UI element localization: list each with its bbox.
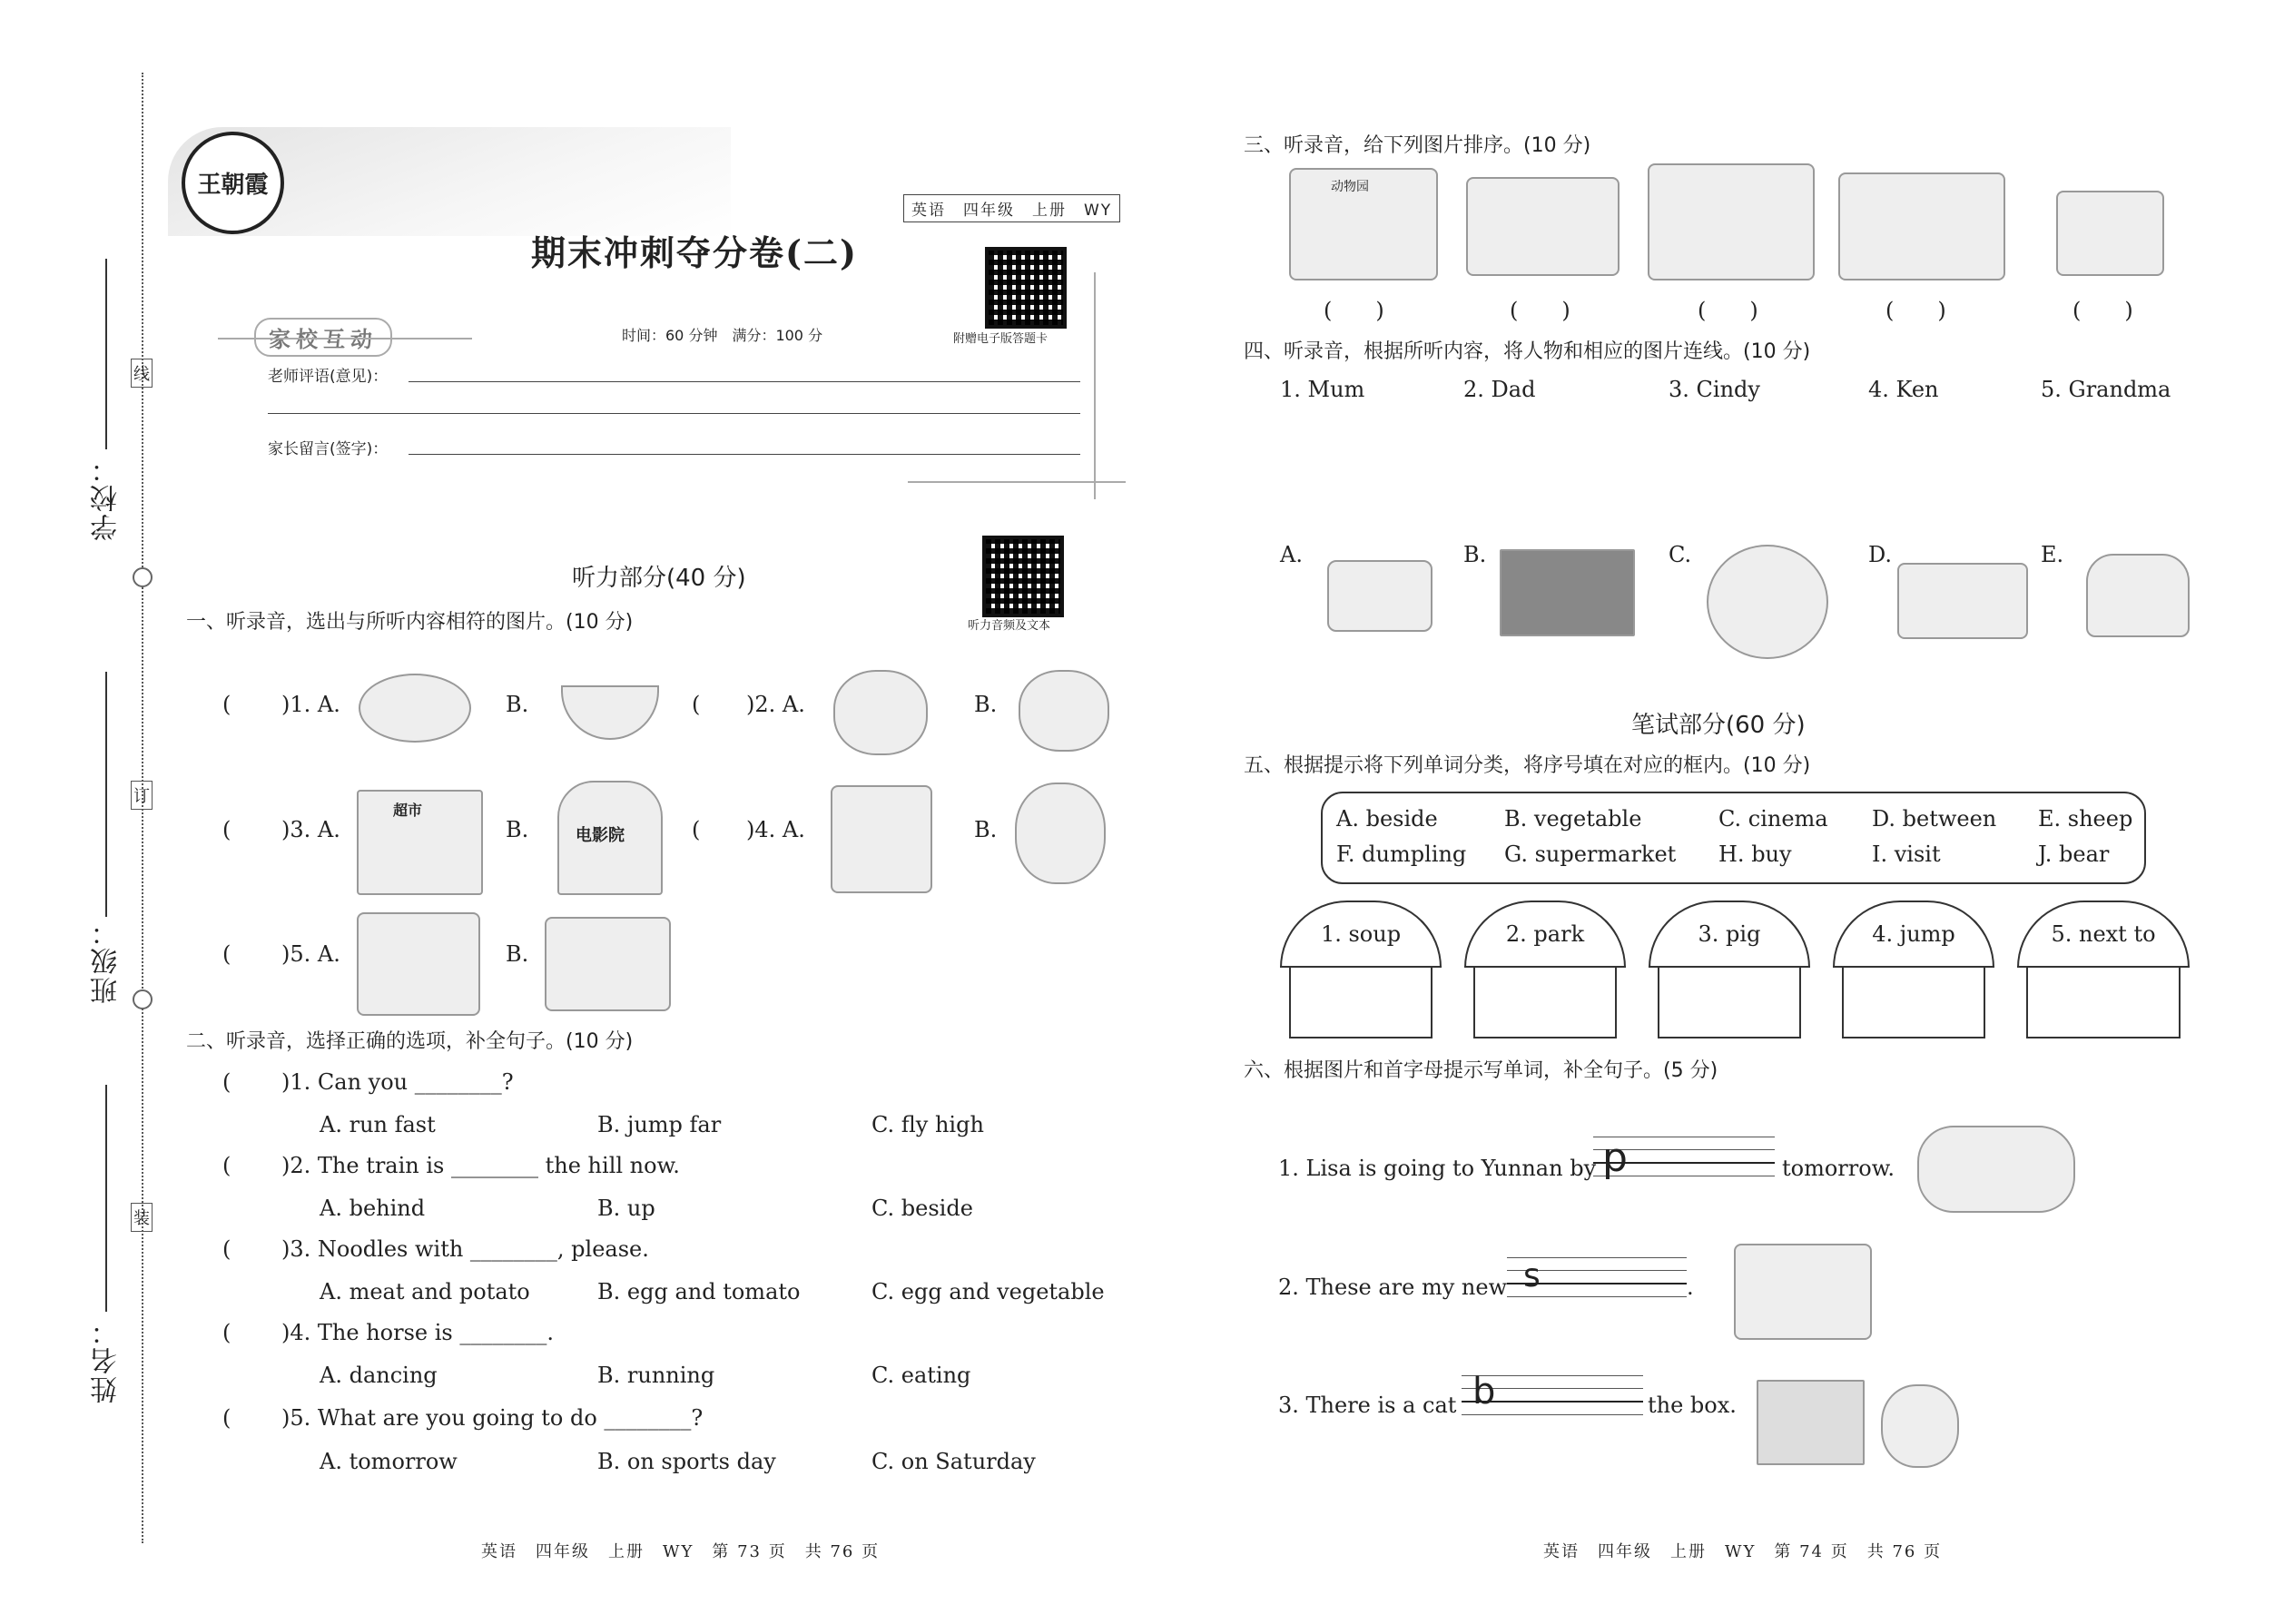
divider <box>908 481 1126 483</box>
order-blank-5[interactable]: ( ) <box>2072 298 2133 323</box>
s2-q4-c[interactable]: C. eating <box>871 1363 971 1388</box>
tv-icon[interactable] <box>1500 549 1635 636</box>
s2-q3-c[interactable]: C. egg and vegetable <box>871 1279 1105 1304</box>
teacher-comment-label: 老师评语(意见)： <box>268 368 389 386</box>
dumplings-icon[interactable] <box>359 674 471 743</box>
s2-q1-c[interactable]: C. fly high <box>871 1112 984 1137</box>
pic-letter-b: B. <box>1463 542 1487 567</box>
section2-heading: 二、听录音，选择正确的选项，补全句子。(10 分) <box>186 1030 634 1053</box>
s2-q4-b[interactable]: B. running <box>597 1363 715 1388</box>
binding-mark-ding: 订 <box>131 781 153 810</box>
word-i: I. visit <box>1872 842 1941 867</box>
qr-code-listening-audio[interactable] <box>982 536 1064 617</box>
supermarket-sign: 超市 <box>393 802 423 819</box>
s1-q3-number: )3. A. <box>281 817 340 842</box>
order-blank-1[interactable]: ( ) <box>1324 298 1384 323</box>
qr1-caption: 附赠电子版答题卡 <box>953 332 1049 346</box>
word-j: J. bear <box>2038 842 2110 867</box>
s2-q2-b[interactable]: B. up <box>597 1196 655 1221</box>
page-title: 期末冲刺夺分卷(二) <box>531 232 858 273</box>
s1-q3-b: B. <box>506 817 529 842</box>
logo-text: 王朝霞 <box>197 172 269 199</box>
section3-heading: 三、听录音，给下列图片排序。(10 分) <box>1244 134 1591 157</box>
qr-code-answer-sheet[interactable] <box>985 247 1067 329</box>
s1-q2-number: )2. A. <box>746 692 805 717</box>
s2-q1-b[interactable]: B. jump far <box>597 1112 722 1137</box>
category-box-next-to[interactable] <box>2017 901 2190 1041</box>
family-dinner-icon[interactable] <box>1648 163 1815 281</box>
order-blank-2[interactable]: ( ) <box>1510 298 1570 323</box>
subject-tag: 英语 四年级 上册 WY <box>903 194 1120 222</box>
hint-letter-p: p <box>1602 1135 1628 1181</box>
running-icon[interactable] <box>1838 172 2005 281</box>
answer-paren[interactable]: ( <box>692 692 701 717</box>
word-h: H. buy <box>1718 842 1792 867</box>
category-label: 3. pig <box>1649 901 1810 968</box>
cake-icon[interactable] <box>2086 554 2190 637</box>
s6-q2-start: 2. These are my new <box>1278 1275 1508 1300</box>
class-label: 班级： <box>91 917 123 1004</box>
section6-heading: 六、根据图片和首字母提示写单词，补全句子。(5 分) <box>1244 1059 1718 1082</box>
writing-heading: 笔试部分(60 分) <box>1631 712 1806 739</box>
box-icon[interactable] <box>1757 1380 1865 1465</box>
category-box-park[interactable] <box>1464 901 1626 1041</box>
word-a: A. beside <box>1336 806 1438 832</box>
supermarket-icon[interactable] <box>357 790 483 895</box>
s1-q1-number: )1. A. <box>281 692 340 717</box>
s2-q5-c[interactable]: C. on Saturday <box>871 1449 1036 1474</box>
footer-right: 英语 四年级 上册 WY 第 74 页 共 76 页 <box>1543 1542 1943 1561</box>
hint-letter-b: b <box>1472 1371 1496 1412</box>
s2-q2: )2. The train is ________ the hill now. <box>281 1153 680 1178</box>
category-answer-area[interactable] <box>1473 966 1617 1038</box>
s2-q5-b[interactable]: B. on sports day <box>597 1449 776 1474</box>
cat-icon[interactable] <box>1881 1384 1959 1468</box>
binding-hole-icon <box>133 989 153 1009</box>
answer-paren[interactable]: ( <box>222 1320 231 1345</box>
zoo-icon[interactable] <box>1289 168 1438 281</box>
pic-letter-e: E. <box>2041 542 2064 567</box>
answer-paren[interactable]: ( <box>222 1153 231 1178</box>
camera-icon[interactable] <box>1327 560 1433 632</box>
person-cindy[interactable]: 3. Cindy <box>1669 377 1760 402</box>
hint-letter-s: s <box>1523 1257 1541 1294</box>
category-label: 4. jump <box>1833 901 1994 968</box>
name-label: 姓名： <box>91 1316 123 1403</box>
answer-paren[interactable]: ( <box>222 692 231 717</box>
section1-heading: 一、听录音，选出与所听内容相符的图片。(10 分) <box>186 611 634 634</box>
person-dad[interactable]: 2. Dad <box>1463 377 1536 402</box>
person-grandma[interactable]: 5. Grandma <box>2041 377 2171 402</box>
category-box-soup[interactable] <box>1280 901 1442 1041</box>
s2-q5: )5. What are you going to do ________? <box>281 1405 704 1431</box>
s6-q1-end: tomorrow. <box>1782 1156 1895 1181</box>
word-g: G. supermarket <box>1504 842 1677 867</box>
qr2-caption: 听力音频及文本 <box>968 619 1051 633</box>
category-answer-area[interactable] <box>1289 966 1433 1038</box>
footer-left: 英语 四年级 上册 WY 第 73 页 共 76 页 <box>481 1542 881 1561</box>
s2-q3-b[interactable]: B. egg and tomato <box>597 1279 801 1304</box>
binding-hole-icon <box>133 567 153 587</box>
pig-icon[interactable] <box>833 670 928 755</box>
parent-comment-label: 家长留言(签字)： <box>268 440 389 458</box>
pic-letter-a: A. <box>1280 542 1303 567</box>
s1-q4-number: )4. A. <box>746 817 805 842</box>
zoo-sign: 动物园 <box>1331 180 1369 194</box>
soup-bowl-icon[interactable] <box>561 685 659 740</box>
s1-q5-b: B. <box>506 941 529 967</box>
answer-paren[interactable]: ( <box>222 1405 231 1431</box>
name-fill-line <box>105 1085 107 1312</box>
category-label: 1. soup <box>1280 901 1442 968</box>
s1-q1-b: B. <box>506 692 529 717</box>
word-b: B. vegetable <box>1504 806 1642 832</box>
s2-q2-c[interactable]: C. beside <box>871 1196 973 1221</box>
category-answer-area[interactable] <box>1842 966 1985 1038</box>
parent-comment-line[interactable] <box>409 454 1080 455</box>
s6-q3-start: 3. There is a cat <box>1278 1393 1457 1418</box>
word-c: C. cinema <box>1718 806 1828 832</box>
category-box-jump[interactable] <box>1833 901 1994 1041</box>
listening-heading: 听力部分(40 分) <box>572 565 746 592</box>
s2-q3: )3. Noodles with ________, please. <box>281 1236 649 1262</box>
boating-icon[interactable] <box>1466 177 1620 276</box>
pic-letter-c: C. <box>1669 542 1692 567</box>
jumping-icon[interactable] <box>357 912 480 1016</box>
answer-paren[interactable]: ( <box>222 1236 231 1262</box>
word-d: D. between <box>1872 806 1997 832</box>
swimming-icon[interactable] <box>545 917 671 1011</box>
plane-icon[interactable] <box>1917 1126 2075 1213</box>
kite-icon[interactable] <box>1707 545 1828 659</box>
category-label: 5. next to <box>2017 901 2190 968</box>
person-ken[interactable]: 4. Ken <box>1868 377 1939 402</box>
order-blank-3[interactable]: ( ) <box>1698 298 1758 323</box>
bear-icon[interactable] <box>1019 670 1109 752</box>
s6-q3-end: the box. <box>1648 1393 1737 1418</box>
divider <box>218 338 472 340</box>
teacher-comment-line-2[interactable] <box>268 413 1080 414</box>
s2-q1: )1. Can you ________? <box>281 1069 514 1095</box>
category-answer-area[interactable] <box>2026 966 2181 1038</box>
s1-q4-b: B. <box>974 817 998 842</box>
girl-eating-icon[interactable] <box>1015 782 1106 884</box>
answer-paren[interactable]: ( <box>222 941 231 967</box>
s1-q5-number: )5. A. <box>281 941 340 967</box>
category-label: 2. park <box>1464 901 1626 968</box>
divider <box>1094 272 1096 499</box>
section4-heading: 四、听录音，根据所听内容，将人物和相应的图片连线。(10 分) <box>1244 340 1811 363</box>
s2-q4-a[interactable]: A. dancing <box>320 1363 438 1388</box>
answer-paren[interactable]: ( <box>222 817 231 842</box>
section5-heading: 五、根据提示将下列单词分类，将序号填在对应的框内。(10 分) <box>1244 754 1811 777</box>
s2-q5-a[interactable]: A. tomorrow <box>320 1449 458 1474</box>
binding-mark-zhuang: 装 <box>131 1203 153 1232</box>
socks-icon[interactable] <box>1734 1244 1872 1340</box>
s2-q4: )4. The horse is ________. <box>281 1320 554 1345</box>
s1-q2-b: B. <box>974 692 998 717</box>
answer-paren[interactable]: ( <box>222 1069 231 1095</box>
category-box-pig[interactable] <box>1649 901 1810 1041</box>
school-fill-line <box>105 259 107 449</box>
school-label: 学校： <box>91 454 123 541</box>
order-blank-4[interactable]: ( ) <box>1885 298 1946 323</box>
cinema-icon[interactable] <box>557 781 663 895</box>
girl-at-desk-icon[interactable] <box>831 785 932 893</box>
binding-mark-line: 线 <box>131 359 153 388</box>
answer-paren[interactable]: ( <box>692 817 701 842</box>
s2-q1-a[interactable]: A. run fast <box>320 1112 436 1137</box>
time-info: 时间：60 分钟 满分：100 分 <box>622 327 823 344</box>
home-school-badge: 家校互动 <box>254 318 392 357</box>
publisher-logo <box>182 132 284 234</box>
s6-q1-start: 1. Lisa is going to Yunnan by <box>1278 1156 1597 1181</box>
teacher-comment-line[interactable] <box>409 381 1080 382</box>
book-icon[interactable] <box>1897 563 2028 639</box>
s2-q3-a[interactable]: A. meat and potato <box>320 1279 530 1304</box>
class-fill-line <box>105 672 107 917</box>
pic-letter-d: D. <box>1868 542 1893 567</box>
category-answer-area[interactable] <box>1658 966 1801 1038</box>
person-mum[interactable]: 1. Mum <box>1280 377 1365 402</box>
bread-icon[interactable] <box>2056 191 2164 276</box>
word-f: F. dumpling <box>1336 842 1467 867</box>
word-e: E. sheep <box>2038 806 2133 832</box>
cinema-sign: 电影院 <box>576 826 625 845</box>
s2-q2-a[interactable]: A. behind <box>320 1196 426 1221</box>
s6-q2-end: . <box>1687 1275 1694 1300</box>
